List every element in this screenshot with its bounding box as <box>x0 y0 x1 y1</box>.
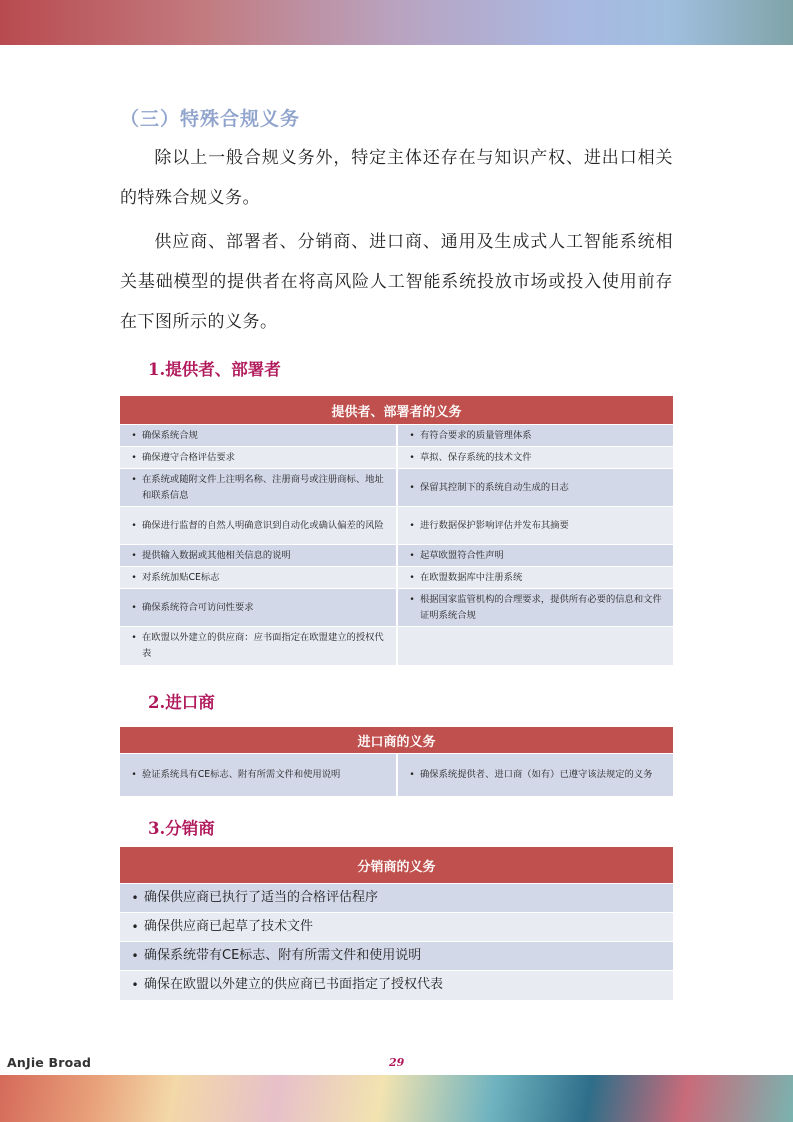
bullet-icon: • <box>409 572 415 583</box>
section-title: （三）特殊合规义务 <box>120 108 301 130</box>
obligation-text: 在欧盟数据库中注册系统 <box>420 571 523 583</box>
table-row <box>120 913 673 942</box>
table-cell <box>120 507 397 545</box>
bullet-icon: • <box>409 520 415 531</box>
obligation-text: 有符合要求的质量管理体系 <box>420 429 532 441</box>
bullet-icon: • <box>131 602 137 613</box>
providers-obligations-table <box>120 396 673 665</box>
obligation-text: 确保供应商已起草了技术文件 <box>144 919 314 934</box>
table-row <box>120 567 673 589</box>
table-cell <box>397 627 673 665</box>
obligation-text: 在欧盟以外建立的供应商：应书面指定在欧盟建立的授权代表 <box>142 631 384 659</box>
obligation-text: 保留其控制下的系统自动生成的日志 <box>420 481 569 493</box>
table-cell <box>397 507 673 545</box>
bullet-icon: • <box>409 452 415 463</box>
list-item <box>404 548 667 564</box>
obligation-text: 确保系统带有CE标志、附有所需文件和使用说明 <box>144 948 422 963</box>
list-item <box>126 570 390 586</box>
top-decorative-banner <box>0 0 793 45</box>
heading-providers: 1.提供者、部署者 <box>148 360 281 379</box>
obligation-text: 确保系统合规 <box>142 429 198 441</box>
bullet-icon: • <box>409 769 415 780</box>
bullet-icon: • <box>131 572 137 583</box>
table-cell <box>120 447 397 469</box>
importers-obligations-table <box>120 727 673 796</box>
list-item <box>404 767 667 783</box>
table-row <box>120 425 673 447</box>
list-item <box>126 600 390 616</box>
bullet-icon: • <box>131 520 137 531</box>
footer-brand-logo: AnJie Broad <box>7 1055 92 1070</box>
table-cell <box>397 469 673 507</box>
table-row <box>120 507 673 545</box>
obligation-text: 提供输入数据或其他相关信息的说明 <box>142 549 291 561</box>
table-cell <box>120 754 397 796</box>
paragraph-intro-text: 除以上一般合规义务外，特定主体还存在与知识产权、进出口相关的特殊合规义务。 <box>120 148 673 208</box>
table-row <box>120 589 673 627</box>
bullet-icon: • <box>131 632 137 643</box>
table-cell <box>120 913 673 942</box>
bullet-icon: • <box>409 594 415 605</box>
bullet-icon: • <box>409 482 415 493</box>
heading-importers: 2.进口商 <box>148 693 215 712</box>
table-cell <box>120 627 397 665</box>
bullet-icon: • <box>131 430 137 441</box>
list-item <box>404 592 667 624</box>
list-item <box>126 472 390 504</box>
obligation-text: 确保在欧盟以外建立的供应商已书面指定了授权代表 <box>144 977 444 993</box>
list-item <box>126 548 390 564</box>
table-cell <box>120 884 673 913</box>
table-row <box>120 469 673 507</box>
page-number: 29 <box>389 1056 405 1069</box>
table-cell <box>120 971 673 1000</box>
table-cell <box>397 589 673 627</box>
table-cell <box>120 589 397 627</box>
table-cell <box>397 545 673 567</box>
bottom-decorative-banner <box>0 1075 793 1122</box>
table-row <box>120 971 673 1000</box>
bullet-icon: • <box>131 452 137 463</box>
providers-table-title: 提供者、部署者的义务 <box>120 396 673 425</box>
bullet-icon: • <box>131 550 137 561</box>
table-row <box>120 754 673 796</box>
obligation-text: 验证系统具有CE标志、附有所需文件和使用说明 <box>142 768 341 780</box>
table-cell <box>120 567 397 589</box>
list-item <box>126 917 667 937</box>
obligation-text: 草拟、保存系统的技术文件 <box>420 451 532 463</box>
obligation-text: 确保系统提供者、进口商（如有）已遵守该法规定的义务 <box>420 768 653 780</box>
table-cell <box>120 425 397 447</box>
list-item <box>126 450 390 466</box>
list-item <box>126 518 390 534</box>
table-row <box>120 627 673 665</box>
heading-distributors: 3.分销商 <box>148 819 215 838</box>
bullet-icon: • <box>131 891 139 905</box>
importers-table-title: 进口商的义务 <box>120 727 673 754</box>
bullet-icon: • <box>131 920 139 934</box>
paragraph-obligations-text: 供应商、部署者、分销商、进口商、通用及生成式人工智能系统相关基础模型的提供者在将高风险人工智能系统投放市场或投入使用前存在下图所示的义务。 <box>120 232 673 332</box>
obligation-text: 起草欧盟符合性声明 <box>420 549 504 561</box>
list-item <box>404 480 667 496</box>
obligation-text: 确保遵守合格评估要求 <box>142 451 235 463</box>
table-cell <box>120 545 397 567</box>
obligation-text: 确保供应商已执行了适当的合格评估程序 <box>144 890 379 905</box>
table-cell <box>397 567 673 589</box>
paragraph-intro <box>120 138 673 218</box>
obligation-text: 确保进行监督的自然人明确意识到自动化或确认偏差的风险 <box>142 519 384 531</box>
obligation-text: 在系统或随附文件上注明名称、注册商号或注册商标、地址和联系信息 <box>142 473 384 501</box>
table-row <box>120 884 673 913</box>
obligation-text: 确保系统符合可访问性要求 <box>142 601 254 613</box>
obligation-text: 对系统加贴CE标志 <box>142 571 220 583</box>
bullet-icon: • <box>131 474 137 485</box>
bullet-icon: • <box>131 978 139 993</box>
obligation-text: 根据国家监管机构的合理要求，提供所有必要的信息和文件证明系统合规 <box>420 593 662 621</box>
list-item <box>126 767 390 783</box>
obligation-text: 进行数据保护影响评估并发布其摘要 <box>420 519 569 531</box>
table-cell <box>397 447 673 469</box>
list-item <box>126 630 390 662</box>
table-row <box>120 942 673 971</box>
list-item <box>404 570 667 586</box>
list-item <box>126 888 667 908</box>
distributors-obligations-table <box>120 847 673 1000</box>
paragraph-obligations <box>120 222 673 342</box>
list-item <box>126 975 667 995</box>
table-row <box>120 447 673 469</box>
list-item <box>404 518 667 534</box>
table-cell <box>120 942 673 971</box>
bullet-icon: • <box>131 769 137 780</box>
list-item <box>126 946 667 966</box>
bullet-icon: • <box>409 430 415 441</box>
list-item <box>404 450 667 466</box>
bullet-icon: • <box>131 949 139 963</box>
distributors-table-title: 分销商的义务 <box>120 847 673 884</box>
table-cell <box>397 425 673 447</box>
table-row <box>120 545 673 567</box>
list-item <box>404 428 667 444</box>
list-item <box>126 428 390 444</box>
table-cell <box>120 469 397 507</box>
table-cell <box>397 754 673 796</box>
bullet-icon: • <box>409 550 415 561</box>
